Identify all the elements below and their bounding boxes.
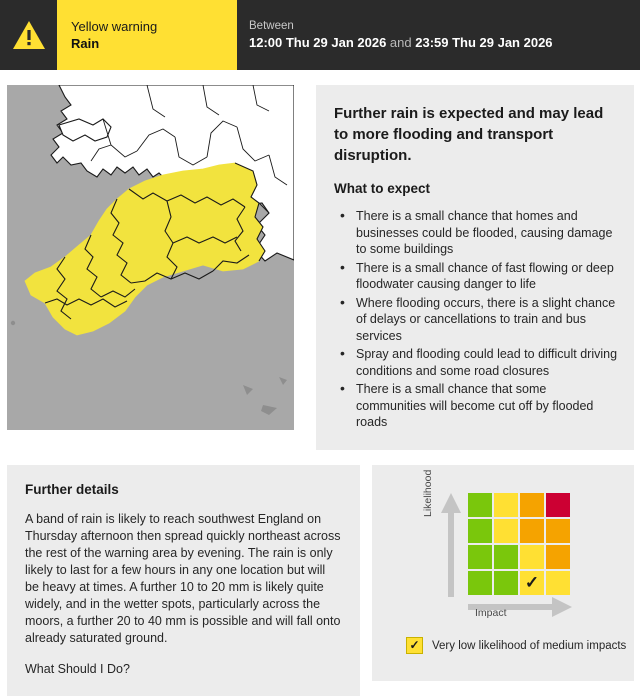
matrix-cell[interactable] [468, 545, 492, 569]
matrix-cell[interactable] [520, 493, 544, 517]
further-details-heading: Further details [25, 482, 119, 497]
likelihood-arrow-icon [440, 493, 462, 597]
matrix-cell[interactable] [520, 545, 544, 569]
further-details-body: A band of rain is likely to reach southwest England on Thursday afternoon then spread quickly northeast across the rest of the warning area by evening. The rain is only likely to last for a few hours in any one location but will be heavy at times. A further 10 to 20 mm is likely quite widely, and in the wetter spots, particularly across the moors, a further 20 to 40 mm is possible and will fall onto already saturated ground. [25, 512, 341, 645]
warning-header-bar [0, 0, 640, 70]
warning-end-time: 23:59 Thu 29 Jan 2026 [415, 35, 553, 50]
matrix-cell[interactable] [494, 571, 518, 595]
expect-headline: Further rain is expected and may lead to more flooding and transport disruption. [334, 105, 604, 164]
matrix-cell[interactable] [546, 519, 570, 543]
risk-matrix-grid [468, 493, 570, 595]
matrix-graphic [372, 465, 634, 640]
impact-axis-label: Impact [475, 607, 507, 619]
likelihood-axis-label: Likelihood [422, 469, 434, 517]
what-to-expect-panel [316, 85, 634, 450]
matrix-cell[interactable] [546, 545, 570, 569]
between-label: Between [249, 20, 294, 32]
warning-level-label: Yellow warning [71, 18, 158, 34]
warning-time-conjunction: and [386, 35, 416, 50]
matrix-cell[interactable] [468, 571, 492, 595]
matrix-cell[interactable] [468, 519, 492, 543]
matrix-cell[interactable] [494, 493, 518, 517]
matrix-cell-selected[interactable] [520, 571, 544, 595]
warning-start-time: 12:00 Thu 29 Jan 2026 [249, 35, 387, 50]
legend-swatch [406, 637, 423, 654]
what-should-i-do-heading: What Should I Do? [25, 662, 130, 676]
matrix-cell[interactable] [546, 493, 570, 517]
warning-icon-cell [0, 0, 57, 70]
map-graphic [7, 85, 294, 430]
list-item: • There is a small chance that some communities will become cut off by flooded roads [340, 381, 618, 431]
warning-period-times [249, 34, 640, 52]
matrix-cell[interactable] [546, 571, 570, 595]
legend-label: Very low likelihood of medium impacts [432, 639, 627, 652]
list-item: • There is a small chance of fast flowing or deep floodwater causing danger to life [340, 260, 618, 293]
matrix-cell[interactable] [494, 519, 518, 543]
warning-area-map[interactable] [7, 85, 294, 430]
impact-likelihood-matrix-panel [372, 465, 634, 681]
expect-subheading: What to expect [334, 181, 431, 196]
expect-bullet-list [334, 208, 618, 431]
warning-hazard-label: Rain [71, 35, 100, 51]
warning-level-block [57, 0, 237, 70]
matrix-legend [406, 637, 626, 654]
list-item: • There is a small chance that homes and businesses could be flooded, causing damage to some buildings [340, 208, 618, 258]
list-item: • Spray and flooding could lead to difficult driving conditions and some road closures [340, 346, 618, 379]
warning-triangle-icon [12, 20, 46, 50]
list-item: • Where flooding occurs, there is a slight chance of delays or cancellations to train and bus services [340, 295, 618, 345]
matrix-cell[interactable] [520, 519, 544, 543]
check-icon: ✓ [409, 638, 420, 653]
further-details-panel [7, 465, 360, 696]
matrix-cell[interactable] [494, 545, 518, 569]
matrix-cell[interactable] [468, 493, 492, 517]
warning-period-block [237, 0, 640, 70]
check-icon: ✓ [524, 572, 540, 592]
